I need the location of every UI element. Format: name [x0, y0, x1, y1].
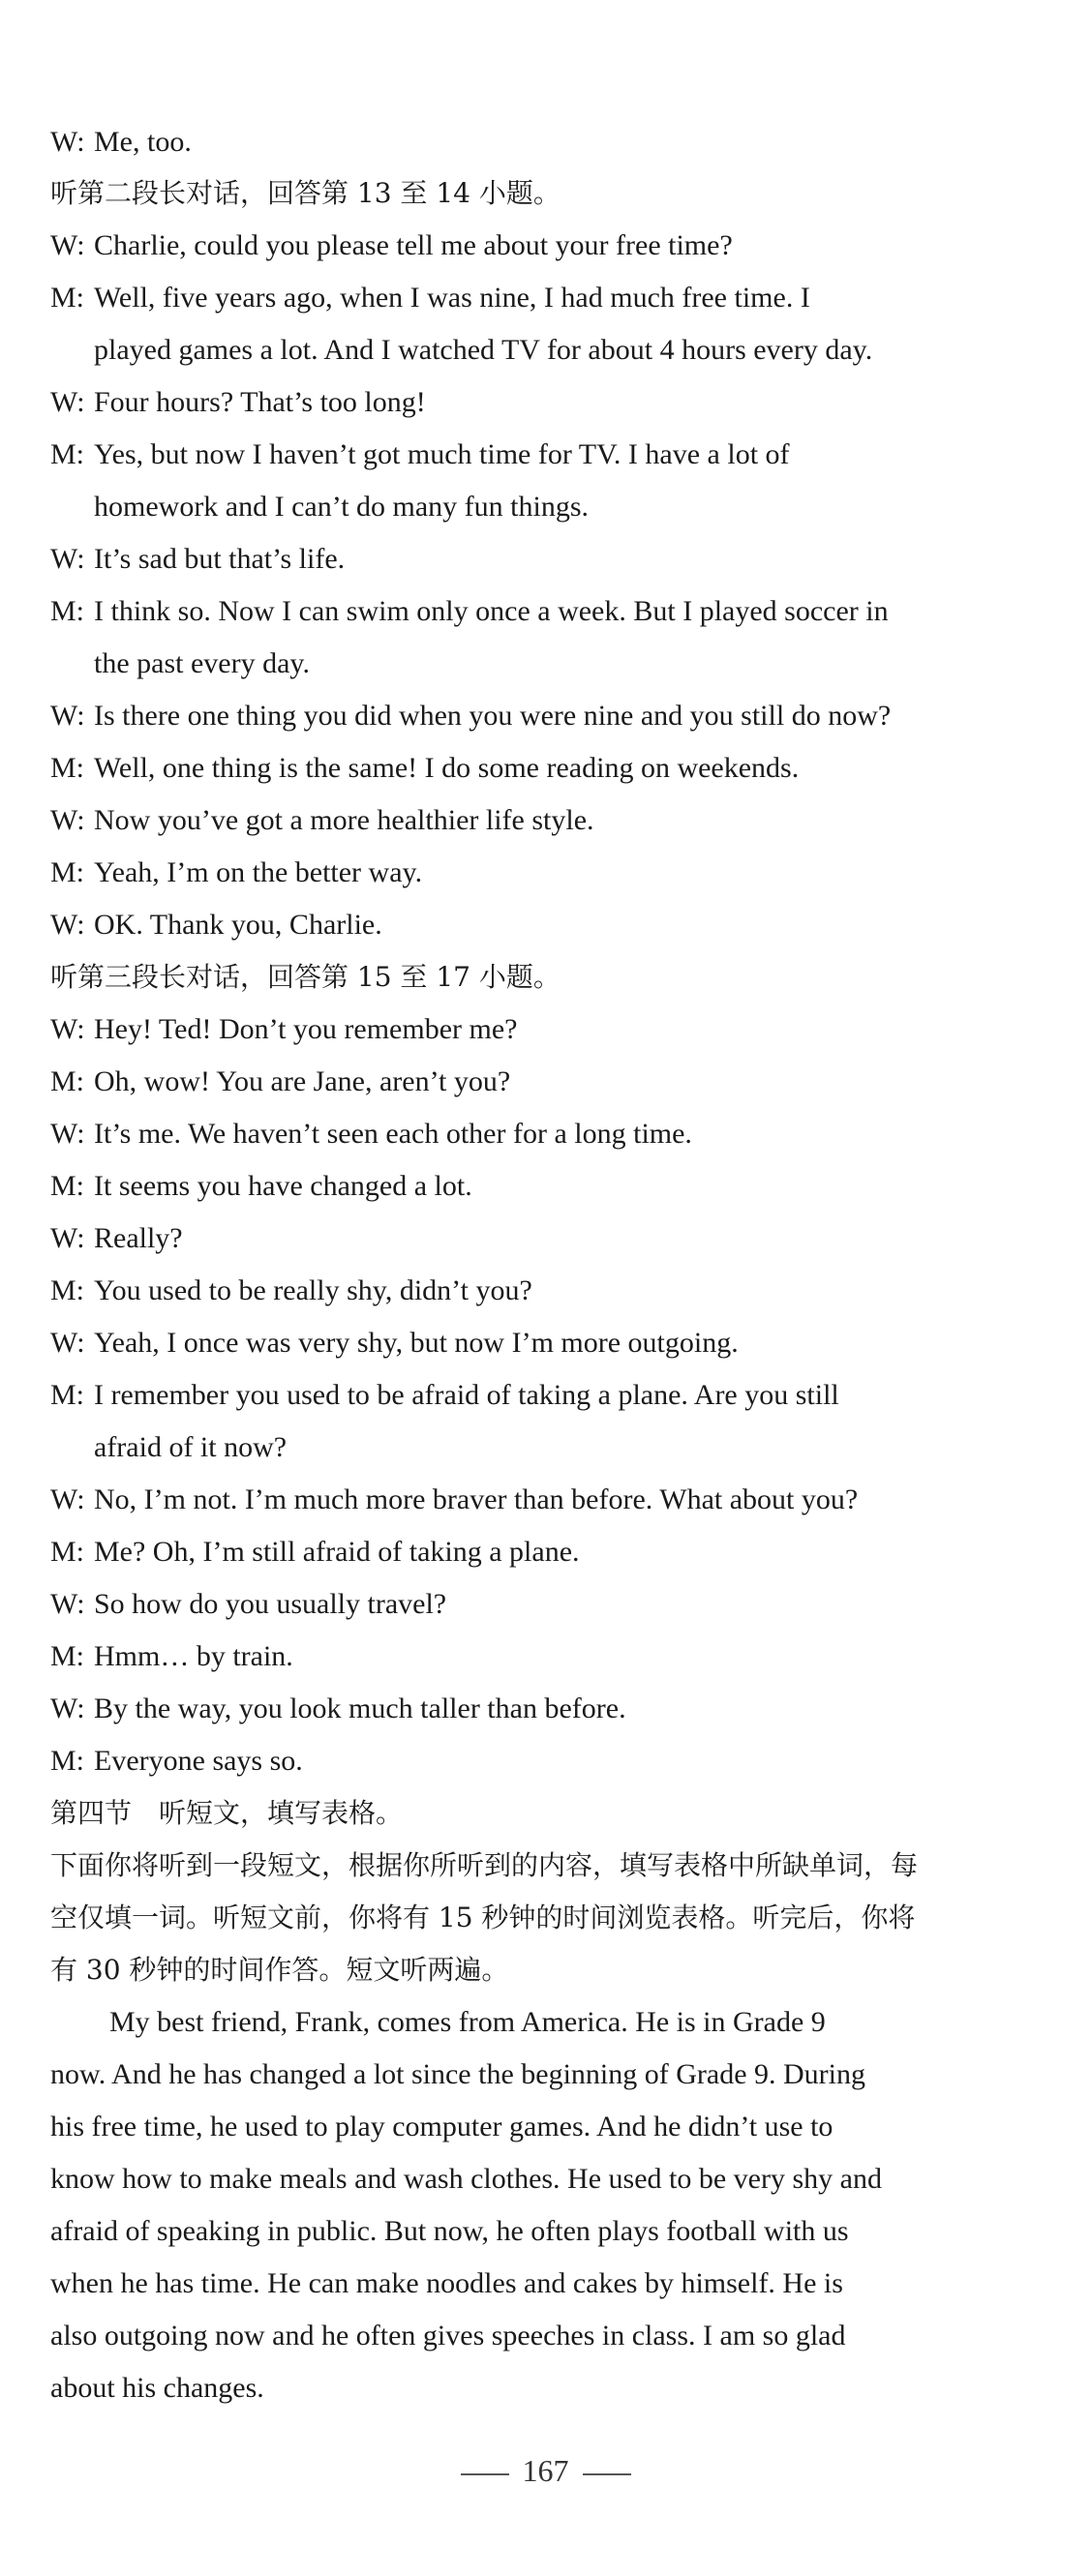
passage-line	[0, 2153, 1091, 2205]
speaker-label: W:	[50, 1222, 85, 1254]
dialogue-text: Is there one thing you did when you were nine and you still do now?	[94, 700, 892, 732]
speaker-label: W:	[50, 804, 85, 836]
dialogue-text: It seems you have changed a lot.	[94, 1170, 472, 1202]
dialogue-text: Hmm… by train.	[94, 1640, 293, 1672]
dialogue-line	[0, 1526, 1091, 1578]
passage-text: when he has time. He can make noodles and cakes by himself. He is	[50, 2267, 843, 2299]
dialogue-text: You used to be really shy, didn’t you?	[94, 1274, 532, 1306]
dialogue-line	[0, 794, 1091, 847]
speaker-label: M:	[50, 282, 85, 314]
section-heading	[0, 167, 1091, 220]
dialogue-text: Four hours? That’s too long!	[94, 386, 426, 418]
dialogue-line	[0, 1631, 1091, 1683]
instruction-text: 下面你将听到一段短文，根据你所听到的内容，填写表格中所缺单词，每	[50, 1849, 919, 1881]
section-heading	[0, 1787, 1091, 1840]
passage-line	[0, 2310, 1091, 2362]
dialogue-line	[0, 376, 1091, 429]
passage-line	[0, 2101, 1091, 2153]
dialogue-text: It’s sad but that’s life.	[94, 543, 346, 575]
speaker-label: M:	[50, 1379, 85, 1411]
dialogue-text: Yes, but now I haven’t got much time for TV. I have a lot of	[94, 438, 790, 470]
dialogue-text: Really?	[94, 1222, 183, 1254]
dialogue-text: Everyone says so.	[94, 1745, 303, 1777]
instruction-text: 空仅填一词。听短文前，你将有 15 秒钟的时间浏览表格。听完后，你将	[50, 1902, 916, 1933]
passage-text: know how to make meals and wash clothes. He used to be very shy and	[50, 2163, 882, 2195]
speaker-label: W:	[50, 386, 85, 418]
dialogue-continuation	[0, 324, 1091, 376]
speaker-label: M:	[50, 595, 85, 627]
dialogue-text-cont: played games a lot. And I watched TV for about 4 hours every day.	[94, 334, 873, 366]
passage-line	[0, 2258, 1091, 2310]
dialogue-text: Oh, wow! You are Jane, aren’t you?	[94, 1065, 511, 1097]
speaker-label: W:	[50, 1483, 85, 1515]
dialogue-line	[0, 1317, 1091, 1369]
instruction-text: 有 30 秒钟的时间作答。短文听两遍。	[50, 1954, 509, 1986]
speaker-label: W:	[50, 700, 85, 732]
page-number-text: 167	[522, 2453, 569, 2488]
speaker-label: M:	[50, 1536, 85, 1568]
passage-text: afraid of speaking in public. But now, he often plays football with us	[50, 2215, 849, 2247]
speaker-label: M:	[50, 1170, 85, 1202]
dialogue-text: So how do you usually travel?	[94, 1588, 447, 1620]
page-number-dash-right	[583, 2473, 631, 2475]
dialogue-line	[0, 1265, 1091, 1317]
dialogue-line	[0, 1735, 1091, 1787]
dialogue-text-cont: afraid of it now?	[94, 1431, 288, 1463]
speaker-label: M:	[50, 752, 85, 784]
dialogue-text: It’s me. We haven’t seen each other for a long time.	[94, 1118, 692, 1150]
dialogue-line	[0, 429, 1091, 481]
dialogue-line	[0, 1474, 1091, 1526]
dialogue-text: Yeah, I’m on the better way.	[94, 856, 423, 888]
passage-line	[0, 2049, 1091, 2101]
speaker-label: W:	[50, 1013, 85, 1045]
dialogue-line	[0, 1213, 1091, 1265]
dialogue-line	[0, 690, 1091, 742]
dialogue-line	[0, 847, 1091, 899]
section2-heading: 听第二段长对话，回答第 13 至 14 小题。	[50, 177, 561, 209]
dialogue-line	[0, 1578, 1091, 1631]
passage-text: My best friend, Frank, comes from America. He is in Grade 9	[109, 2006, 826, 2038]
dialogue-line	[0, 272, 1091, 324]
dialogue-line	[0, 220, 1091, 272]
passage-line	[0, 2205, 1091, 2258]
speaker-label: W:	[50, 909, 85, 941]
dialogue-line	[0, 742, 1091, 794]
dialogue-line	[0, 533, 1091, 585]
speaker-label: M:	[50, 1065, 85, 1097]
dialogue-line	[0, 585, 1091, 638]
page-number	[0, 2446, 1091, 2495]
passage-text: now. And he has changed a lot since the beginning of Grade 9. During	[50, 2058, 866, 2090]
instruction-line	[0, 1840, 1091, 1892]
dialogue-text: Me? Oh, I’m still afraid of taking a plane.	[94, 1536, 580, 1568]
dialogue-text: Hey! Ted! Don’t you remember me?	[94, 1013, 518, 1045]
dialogue-text: No, I’m not. I’m much more braver than before. What about you?	[94, 1483, 859, 1515]
speaker-label: M:	[50, 856, 85, 888]
speaker-label: W:	[50, 1588, 85, 1620]
section3-heading: 听第三段长对话，回答第 15 至 17 小题。	[50, 961, 561, 993]
speaker-label: M:	[50, 438, 85, 470]
instruction-line	[0, 1944, 1091, 1996]
speaker-label: W:	[50, 543, 85, 575]
passage-line	[0, 1996, 1091, 2049]
speaker-label: W:	[50, 126, 85, 158]
passage-text: his free time, he used to play computer games. And he didn’t use to	[50, 2111, 833, 2142]
section4-heading: 第四节 听短文，填写表格。	[50, 1797, 404, 1829]
dialogue-text: Yeah, I once was very shy, but now I’m more outgoing.	[94, 1327, 739, 1359]
dialogue-line	[0, 1160, 1091, 1213]
dialogue-text: By the way, you look much taller than before.	[94, 1692, 626, 1724]
speaker-label: W:	[50, 1327, 85, 1359]
dialogue-text: I think so. Now I can swim only once a week. But I played soccer in	[94, 595, 889, 627]
dialogue-line	[0, 1369, 1091, 1422]
dialogue-text-cont: homework and I can’t do many fun things.	[94, 491, 590, 523]
speaker-label: W:	[50, 229, 85, 261]
dialogue-continuation	[0, 1422, 1091, 1474]
dialogue-line	[0, 116, 1091, 168]
passage-text: also outgoing now and he often gives speeches in class. I am so glad	[50, 2320, 846, 2351]
dialogue-text: Well, one thing is the same! I do some reading on weekends.	[94, 752, 800, 784]
passage-text: about his changes.	[50, 2372, 264, 2404]
dialogue-text	[94, 272, 1052, 324]
speaker-label: M:	[50, 1640, 85, 1672]
instruction-line	[0, 1892, 1091, 1944]
speaker-label: W:	[50, 1692, 85, 1724]
page-number-dash-left	[461, 2473, 509, 2475]
dialogue-continuation	[0, 481, 1091, 533]
dialogue-continuation	[0, 638, 1091, 690]
dialogue-text: Now you’ve got a more healthier life style.	[94, 804, 594, 836]
speaker-label: M:	[50, 1745, 85, 1777]
dialogue-text-cont: the past every day.	[94, 647, 310, 679]
dialogue-line	[0, 899, 1091, 951]
dialogue-text-content: Well, five years ago, when I was nine, I had much free time. I	[94, 282, 810, 314]
dialogue-line	[0, 1108, 1091, 1160]
dialogue-text: Me, too.	[94, 126, 192, 158]
passage-line	[0, 2362, 1091, 2414]
section-heading	[0, 951, 1091, 1003]
dialogue-line	[0, 1683, 1091, 1735]
dialogue-text: OK. Thank you, Charlie.	[94, 909, 382, 941]
speaker-label: W:	[50, 1118, 85, 1150]
dialogue-line	[0, 1003, 1091, 1056]
speaker-label: M:	[50, 1274, 85, 1306]
dialogue-text: I remember you used to be afraid of taking a plane. Are you still	[94, 1379, 839, 1411]
dialogue-line	[0, 1056, 1091, 1108]
dialogue-text: Charlie, could you please tell me about your free time?	[94, 229, 733, 261]
